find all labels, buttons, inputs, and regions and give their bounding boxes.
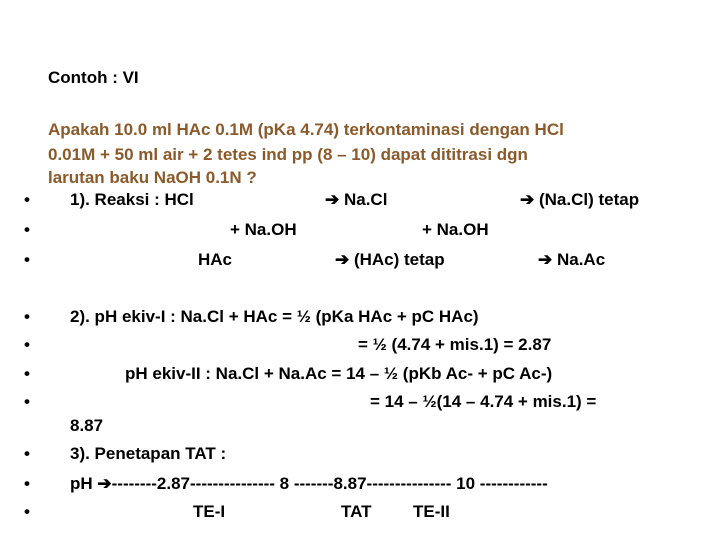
ph-equiv-2-result: 8.87 <box>70 416 104 435</box>
reaction-1-result: ➔ (Na.Cl) tetap <box>520 190 640 209</box>
ph-equiv-1-result: = ½ (4.74 + mis.1) = 2.87 <box>358 335 552 354</box>
bullet: • <box>24 190 30 209</box>
bullet: • <box>24 444 30 463</box>
bullet: • <box>24 364 30 383</box>
ph-scale-line: pH ➔--------2.87--------------- 8 -------8.87--------------- 10 ------------ <box>70 474 548 493</box>
reaction-3-product: ➔ (HAc) tetap <box>335 250 445 269</box>
question-line-1: Apakah 10.0 ml HAc 0.1M (pKa 4.74) terkontaminasi dengan HCl <box>48 120 564 139</box>
bullet: • <box>24 392 30 411</box>
ph-equiv-1: 2). pH ekiv-I : Na.Cl + HAc = ½ (pKa HAc + pC HAc) <box>70 307 479 326</box>
question-line-3: larutan baku NaOH 0.1N ? <box>48 168 257 187</box>
bullet: • <box>24 250 30 269</box>
bullet: • <box>24 220 30 239</box>
reaction-1-label: 1). Reaksi : HCl <box>70 190 194 209</box>
reaction-1-product: ➔ Na.Cl <box>325 190 388 209</box>
te-2-label: TE-II <box>413 502 450 521</box>
slide-title: Contoh : VI <box>48 68 139 87</box>
bullet: • <box>24 335 30 354</box>
reaction-3-result: ➔ Na.Ac <box>538 250 606 269</box>
ph-equiv-2: pH ekiv-II : Na.Cl + Na.Ac = 14 – ½ (pKb Ac- + pC Ac-) <box>125 364 553 383</box>
reaction-2-reagent: + Na.OH <box>230 220 297 239</box>
reaction-2-reagent-b: + Na.OH <box>422 220 489 239</box>
bullet: • <box>24 502 30 521</box>
tat-label: TAT <box>341 502 372 521</box>
question-line-2: 0.01M + 50 ml air + 2 tetes ind pp (8 – 10) dapat dititrasi dgn <box>48 145 528 164</box>
tat-heading: 3). Penetapan TAT : <box>70 444 227 463</box>
bullet: • <box>24 307 30 326</box>
bullet: • <box>24 474 30 493</box>
te-1-label: TE-I <box>193 502 226 521</box>
ph-equiv-2-formula: = 14 – ½(14 – 4.74 + mis.1) = <box>370 392 597 411</box>
reaction-3-reactant: HAc <box>198 250 233 269</box>
